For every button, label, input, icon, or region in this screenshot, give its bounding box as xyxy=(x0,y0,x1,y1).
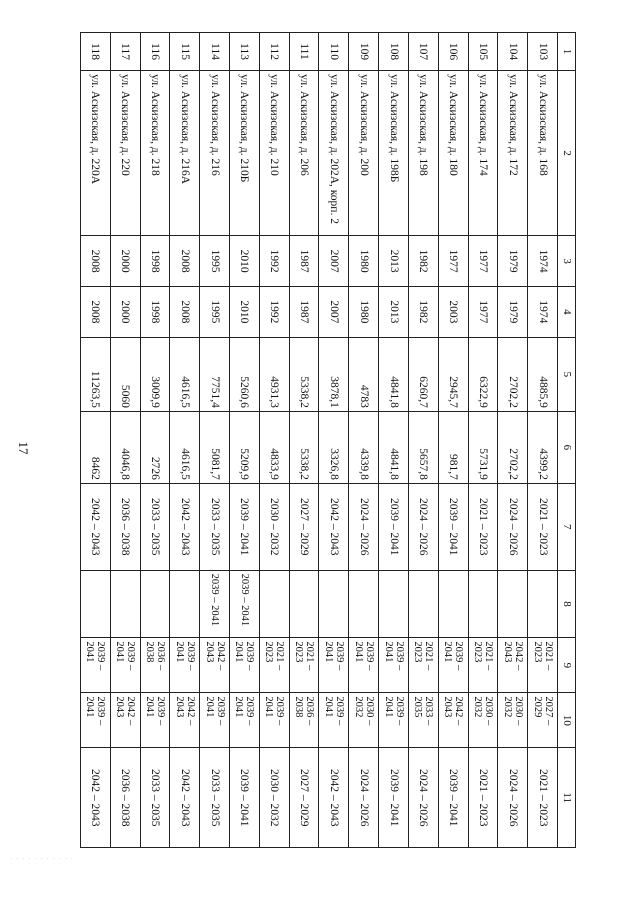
column-number-row xyxy=(558,33,576,848)
year-3-cell: 2010 xyxy=(230,236,260,287)
period-9-cell: 2021 – 2023 xyxy=(259,638,289,693)
year-3-cell: 2008 xyxy=(170,236,200,287)
year-4-cell: 2008 xyxy=(81,287,111,338)
address-cell: ул. Аскизская, д. 218 xyxy=(140,71,170,236)
row-number: 116 xyxy=(140,33,170,71)
table-row xyxy=(498,33,528,848)
period-11-cell: 2039 – 2041 xyxy=(379,748,409,848)
period-8-cell xyxy=(498,570,528,638)
row-number: 118 xyxy=(81,33,111,71)
address-cell: ул. Аскизская, д. 206 xyxy=(289,71,319,236)
column-header-3: 3 xyxy=(558,236,576,287)
period-7-cell: 2036 – 2038 xyxy=(110,483,140,570)
value-6-cell: 2702,2 xyxy=(498,411,528,483)
page-number: 17 xyxy=(16,441,31,455)
column-header-7: 7 xyxy=(558,483,576,570)
value-6-cell: 4339,8 xyxy=(349,411,379,483)
period-7-cell: 2033 – 2035 xyxy=(200,483,230,570)
row-number: 114 xyxy=(200,33,230,71)
period-8-cell xyxy=(408,570,438,638)
value-6-cell: 8462 xyxy=(81,411,111,483)
year-4-cell: 1995 xyxy=(200,287,230,338)
column-header-2: 2 xyxy=(558,71,576,236)
table-body xyxy=(81,33,558,848)
period-9-cell: 2039 – 2041 xyxy=(81,638,111,693)
capital-repair-schedule-table xyxy=(80,32,576,848)
year-3-cell: 1998 xyxy=(140,236,170,287)
period-10-cell: 2042 – 2043 xyxy=(110,693,140,748)
row-number: 104 xyxy=(498,33,528,71)
table-row xyxy=(230,33,260,848)
year-4-cell: 1980 xyxy=(349,287,379,338)
table-row xyxy=(379,33,409,848)
period-9-cell: 2039 – 2041 xyxy=(349,638,379,693)
period-9-cell: 2021 – 2023 xyxy=(289,638,319,693)
value-6-cell: 2726 xyxy=(140,411,170,483)
value-5-cell: 5060 xyxy=(110,337,140,411)
period-9-cell: 2036 – 2038 xyxy=(140,638,170,693)
period-10-cell: 2039 – 2041 xyxy=(230,693,260,748)
row-number: 103 xyxy=(528,33,558,71)
period-7-cell: 2042 – 2043 xyxy=(170,483,200,570)
value-6-cell: 5338,2 xyxy=(289,411,319,483)
period-7-cell: 2027 – 2029 xyxy=(289,483,319,570)
address-cell: ул. Аскизская, д. 210Б xyxy=(230,71,260,236)
table-row xyxy=(140,33,170,848)
value-5-cell: 3009,9 xyxy=(140,337,170,411)
column-header-9: 9 xyxy=(558,638,576,693)
row-number: 115 xyxy=(170,33,200,71)
period-11-cell: 2036 – 2038 xyxy=(110,748,140,848)
value-6-cell: 4399,2 xyxy=(528,411,558,483)
column-header-1: 1 xyxy=(558,33,576,71)
period-10-cell: 2039 – 2041 xyxy=(200,693,230,748)
row-number: 111 xyxy=(289,33,319,71)
period-9-cell: 2039 – 2041 xyxy=(319,638,349,693)
value-6-cell: 4616,5 xyxy=(170,411,200,483)
period-10-cell: 2039 – 2041 xyxy=(379,693,409,748)
period-8-cell xyxy=(170,570,200,638)
year-3-cell: 2007 xyxy=(319,236,349,287)
row-number: 109 xyxy=(349,33,379,71)
period-11-cell: 2033 – 2035 xyxy=(200,748,230,848)
table-row xyxy=(81,33,111,848)
rotated-table-area xyxy=(80,32,576,848)
value-5-cell: 6260,7 xyxy=(408,337,438,411)
period-10-cell: 2030 – 2032 xyxy=(349,693,379,748)
period-7-cell: 2030 – 2032 xyxy=(259,483,289,570)
column-header-11: 11 xyxy=(558,748,576,848)
row-number: 106 xyxy=(438,33,468,71)
table-row xyxy=(349,33,379,848)
table-row xyxy=(289,33,319,848)
address-cell: ул. Аскизская, д. 216А xyxy=(170,71,200,236)
period-9-cell: 2042 – 2043 xyxy=(200,638,230,693)
period-11-cell: 2042 – 2043 xyxy=(319,748,349,848)
table-row xyxy=(110,33,140,848)
period-8-cell: 2039 – 2041 xyxy=(230,570,260,638)
period-8-cell xyxy=(528,570,558,638)
period-11-cell: 2024 – 2026 xyxy=(498,748,528,848)
value-5-cell: 2702,2 xyxy=(498,337,528,411)
year-4-cell: 2008 xyxy=(170,287,200,338)
value-6-cell: 4046,8 xyxy=(110,411,140,483)
period-9-cell: 2021 – 2023 xyxy=(468,638,498,693)
period-7-cell: 2033 – 2035 xyxy=(140,483,170,570)
value-5-cell: 2945,7 xyxy=(438,337,468,411)
value-6-cell: 5209,9 xyxy=(230,411,260,483)
address-cell: ул. Аскизская, д. 198 xyxy=(408,71,438,236)
period-9-cell: 2039 – 2041 xyxy=(438,638,468,693)
year-4-cell: 1982 xyxy=(408,287,438,338)
value-5-cell: 5260,6 xyxy=(230,337,260,411)
period-8-cell xyxy=(438,570,468,638)
value-6-cell: 4833,9 xyxy=(259,411,289,483)
value-5-cell: 4931,3 xyxy=(259,337,289,411)
period-7-cell: 2042 – 2043 xyxy=(81,483,111,570)
value-5-cell: 11263,5 xyxy=(81,337,111,411)
period-8-cell xyxy=(289,570,319,638)
period-8-cell xyxy=(349,570,379,638)
year-3-cell: 2013 xyxy=(379,236,409,287)
period-11-cell: 2030 – 2032 xyxy=(259,748,289,848)
address-cell: ул. Аскизская, д. 168 xyxy=(528,71,558,236)
value-6-cell: 5657,8 xyxy=(408,411,438,483)
row-number: 117 xyxy=(110,33,140,71)
column-header-6: 6 xyxy=(558,411,576,483)
address-cell: ул. Аскизская, д. 220А xyxy=(81,71,111,236)
period-8-cell xyxy=(140,570,170,638)
period-8-cell xyxy=(110,570,140,638)
year-3-cell: 1980 xyxy=(349,236,379,287)
period-8-cell xyxy=(259,570,289,638)
table-row xyxy=(408,33,438,848)
value-5-cell: 7751,4 xyxy=(200,337,230,411)
value-5-cell: 4841,8 xyxy=(379,337,409,411)
period-10-cell: 2039 – 2041 xyxy=(140,693,170,748)
period-8-cell: 2039 – 2041 xyxy=(200,570,230,638)
period-7-cell: 2024 – 2026 xyxy=(498,483,528,570)
address-cell: ул. Аскизская, д. 220 xyxy=(110,71,140,236)
value-5-cell: 5338,2 xyxy=(289,337,319,411)
period-7-cell: 2021 – 2023 xyxy=(528,483,558,570)
value-5-cell: 4616,5 xyxy=(170,337,200,411)
table-row xyxy=(170,33,200,848)
column-header-10: 10 xyxy=(558,693,576,748)
year-3-cell: 1977 xyxy=(438,236,468,287)
year-4-cell: 2007 xyxy=(319,287,349,338)
period-11-cell: 2027 – 2029 xyxy=(289,748,319,848)
period-8-cell xyxy=(468,570,498,638)
year-3-cell: 1995 xyxy=(200,236,230,287)
year-3-cell: 1977 xyxy=(468,236,498,287)
year-3-cell: 2000 xyxy=(110,236,140,287)
period-10-cell: 2039 – 2041 xyxy=(81,693,111,748)
table-row xyxy=(200,33,230,848)
period-7-cell: 2042 – 2043 xyxy=(319,483,349,570)
period-7-cell: 2024 – 2026 xyxy=(349,483,379,570)
period-8-cell xyxy=(379,570,409,638)
year-4-cell: 1977 xyxy=(468,287,498,338)
row-number: 113 xyxy=(230,33,260,71)
value-6-cell: 3326,8 xyxy=(319,411,349,483)
period-11-cell: 2042 – 2043 xyxy=(81,748,111,848)
period-8-cell xyxy=(319,570,349,638)
address-cell: ул. Аскизская, д. 172 xyxy=(498,71,528,236)
address-cell: ул. Аскизская, д. 174 xyxy=(468,71,498,236)
period-10-cell: 2042 – 2043 xyxy=(438,693,468,748)
year-4-cell: 2003 xyxy=(438,287,468,338)
row-number: 107 xyxy=(408,33,438,71)
period-7-cell: 2024 – 2026 xyxy=(408,483,438,570)
table-row xyxy=(438,33,468,848)
period-9-cell: 2021 – 2023 xyxy=(528,638,558,693)
year-3-cell: 1987 xyxy=(289,236,319,287)
value-5-cell: 4783 xyxy=(349,337,379,411)
year-3-cell: 1974 xyxy=(528,236,558,287)
scan-artifact: · · · · · · · · · · · xyxy=(10,855,75,863)
period-9-cell: 2039 – 2041 xyxy=(170,638,200,693)
row-number: 108 xyxy=(379,33,409,71)
row-number: 105 xyxy=(468,33,498,71)
year-4-cell: 1992 xyxy=(259,287,289,338)
period-11-cell: 2039 – 2041 xyxy=(230,748,260,848)
period-9-cell: 2021 – 2023 xyxy=(408,638,438,693)
year-4-cell: 2010 xyxy=(230,287,260,338)
period-9-cell: 2039 – 2041 xyxy=(110,638,140,693)
address-cell: ул. Аскизская, д. 216 xyxy=(200,71,230,236)
period-10-cell: 2030 – 2032 xyxy=(498,693,528,748)
period-7-cell: 2021 – 2023 xyxy=(468,483,498,570)
address-cell: ул. Аскизская, д. 180 xyxy=(438,71,468,236)
period-10-cell: 2033 – 2035 xyxy=(408,693,438,748)
table-row xyxy=(468,33,498,848)
column-header-8: 8 xyxy=(558,570,576,638)
year-4-cell: 1974 xyxy=(528,287,558,338)
address-cell: ул. Аскизская, д. 200 xyxy=(349,71,379,236)
period-11-cell: 2039 – 2041 xyxy=(438,748,468,848)
value-6-cell: 5081,7 xyxy=(200,411,230,483)
table-row xyxy=(259,33,289,848)
value-5-cell: 4885,9 xyxy=(528,337,558,411)
table-row xyxy=(528,33,558,848)
period-11-cell: 2033 – 2035 xyxy=(140,748,170,848)
year-4-cell: 1998 xyxy=(140,287,170,338)
year-3-cell: 1992 xyxy=(259,236,289,287)
period-9-cell: 2039 – 2041 xyxy=(379,638,409,693)
value-6-cell: 4841,8 xyxy=(379,411,409,483)
period-7-cell: 2039 – 2041 xyxy=(438,483,468,570)
period-10-cell: 2039 – 2041 xyxy=(259,693,289,748)
value-6-cell: 5731,9 xyxy=(468,411,498,483)
table-row xyxy=(319,33,349,848)
period-11-cell: 2024 – 2026 xyxy=(349,748,379,848)
year-4-cell: 1979 xyxy=(498,287,528,338)
period-10-cell: 2036 – 2038 xyxy=(289,693,319,748)
year-3-cell: 2008 xyxy=(81,236,111,287)
period-8-cell xyxy=(81,570,111,638)
period-10-cell: 2027 – 2029 xyxy=(528,693,558,748)
period-11-cell: 2042 – 2043 xyxy=(170,748,200,848)
period-10-cell: 2030 – 2032 xyxy=(468,693,498,748)
period-11-cell: 2024 – 2026 xyxy=(408,748,438,848)
period-9-cell: 2042 – 2043 xyxy=(498,638,528,693)
address-cell: ул. Аскизская, д. 202А, корп. 2 xyxy=(319,71,349,236)
value-5-cell: 6322,9 xyxy=(468,337,498,411)
period-11-cell: 2021 – 2023 xyxy=(468,748,498,848)
period-10-cell: 2039 – 2041 xyxy=(319,693,349,748)
row-number: 112 xyxy=(259,33,289,71)
address-cell: ул. Аскизская, д. 198Б xyxy=(379,71,409,236)
year-4-cell: 1987 xyxy=(289,287,319,338)
year-3-cell: 1982 xyxy=(408,236,438,287)
column-header-4: 4 xyxy=(558,287,576,338)
row-number: 110 xyxy=(319,33,349,71)
period-7-cell: 2039 – 2041 xyxy=(230,483,260,570)
address-cell: ул. Аскизская, д. 210 xyxy=(259,71,289,236)
period-7-cell: 2039 – 2041 xyxy=(379,483,409,570)
period-9-cell: 2039 – 2041 xyxy=(230,638,260,693)
year-3-cell: 1979 xyxy=(498,236,528,287)
column-header-5: 5 xyxy=(558,337,576,411)
year-4-cell: 2000 xyxy=(110,287,140,338)
value-6-cell: 981,7 xyxy=(438,411,468,483)
period-11-cell: 2021 – 2023 xyxy=(528,748,558,848)
year-4-cell: 2013 xyxy=(379,287,409,338)
period-10-cell: 2042 – 2043 xyxy=(170,693,200,748)
value-5-cell: 3878,1 xyxy=(319,337,349,411)
